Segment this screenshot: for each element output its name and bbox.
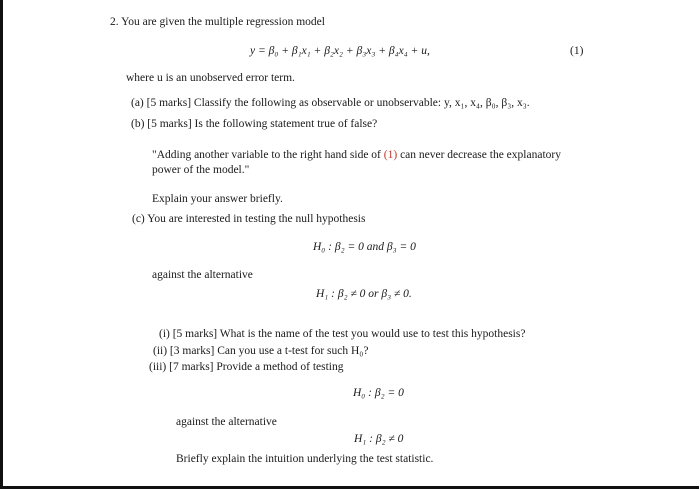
alt-hypothesis-single: H₁ : β₂ ≠ 0 — [354, 433, 404, 445]
alt-hypothesis-joint: H₁ : β₂ ≠ 0 or β₃ ≠ 0. — [316, 288, 412, 300]
part-a: (a) [5 marks] Classify the following as observable or unobservable: y, x₁, x₄, β₀, β₃, x₃. — [131, 97, 530, 109]
quote-text-start: "Adding another variable to the right hand side of — [152, 149, 384, 161]
against-alternative-1: against the alternative — [152, 269, 253, 281]
null-hypothesis-single: H₀ : β₂ = 0 — [353, 387, 404, 399]
final-instruction: Briefly explain the intuition underlying the test statistic. — [176, 453, 434, 465]
sub-question-i: (i) [5 marks] What is the name of the test you would use to test this hypothesis? — [159, 328, 526, 340]
error-term-note: where u is an unobserved error term. — [126, 72, 295, 84]
equation-reference: (1) — [383, 149, 398, 161]
equation-number: (1) — [570, 45, 584, 57]
against-alternative-2: against the alternative — [176, 416, 277, 428]
part-b: (b) [5 marks] Is the following statement true of false? — [131, 118, 378, 130]
quote-text-end: can never decrease the explanatory — [397, 149, 561, 161]
part-c: (c) You are interested in testing the null hypothesis — [132, 213, 366, 225]
sub-question-ii: (ii) [3 marks] Can you use a t-test for such H₀? — [153, 345, 369, 357]
model-equation: y = β₀ + β₁x₁ + β₂x₂ + β₃x₃ + β₄x₄ + u, — [250, 45, 430, 57]
quote-line-2: power of the model." — [152, 164, 250, 176]
explain-instruction: Explain your answer briefly. — [152, 193, 283, 205]
null-hypothesis-joint: H₀ : β₂ = 0 and β₃ = 0 — [313, 241, 416, 253]
quote-line-1 — [152, 148, 561, 162]
question-intro: 2. You are given the multiple regression model — [110, 16, 325, 28]
sub-question-iii: (iii) [7 marks] Provide a method of testing — [149, 361, 344, 373]
